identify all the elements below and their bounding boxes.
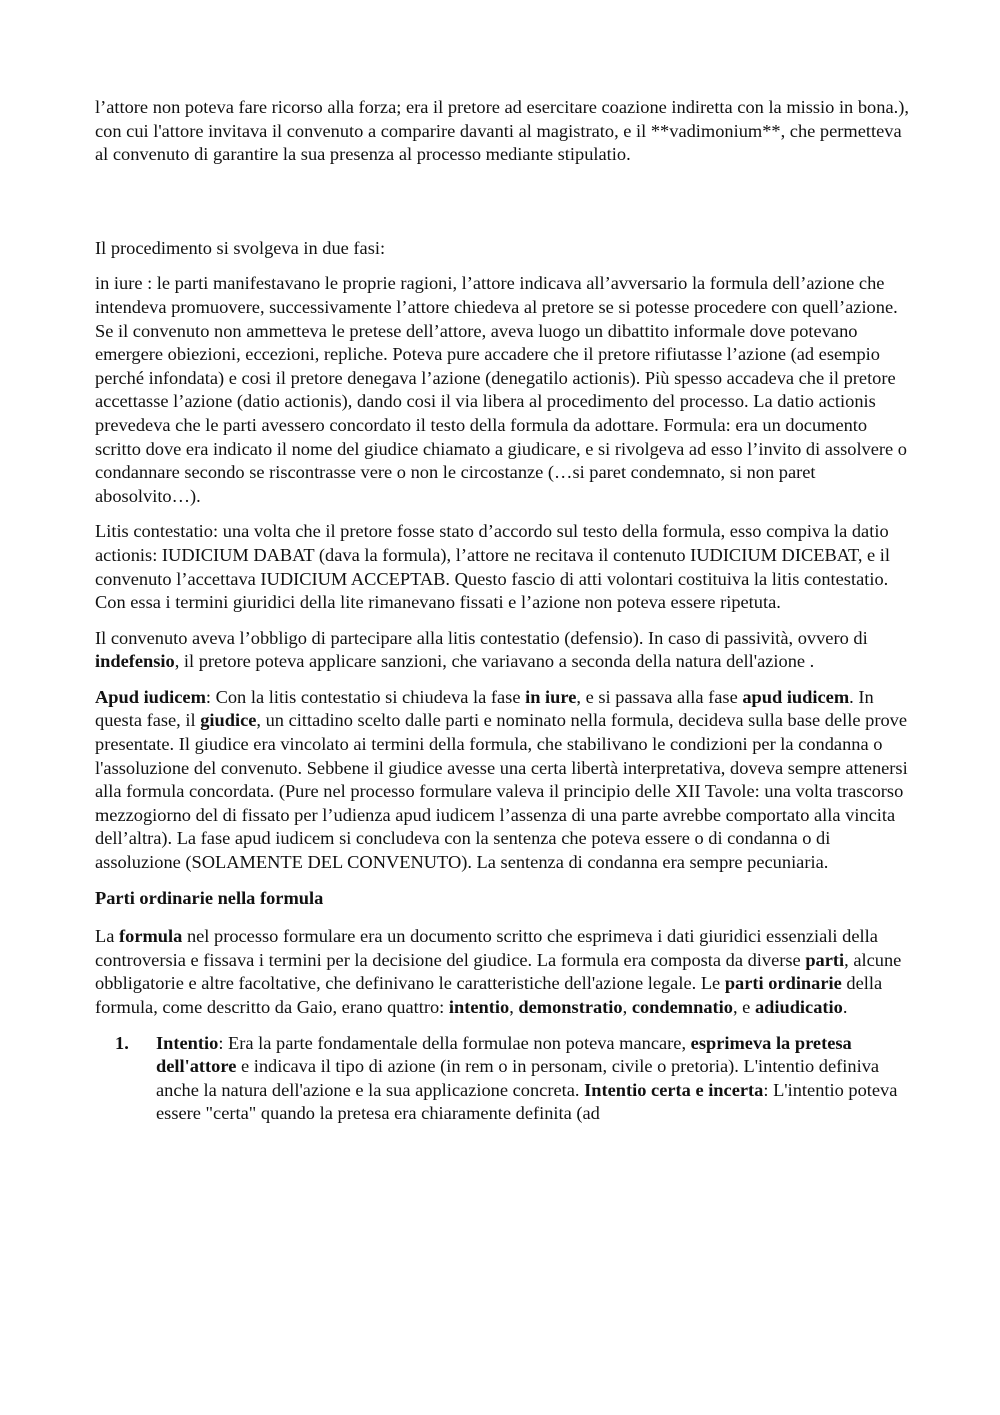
bold-term-apud-iudicem: Apud iudicem <box>95 686 206 707</box>
section-heading: Parti ordinarie nella formula <box>95 887 324 908</box>
bold-term-pretesa: esprimeva la pretesa dell'attore <box>156 1032 852 1077</box>
paragraph-litis-contestatio: Litis contestatio: una volta che il pretore fosse stato d’accordo sul testo della formula, esso compiva la datio actionis: IUDICIUM DABAT (dava la formula), l’attore ne recitava il contenuto IUDICIUM DICEBAT, e il convenuto l’accettava IUDICIUM ACCEPTAB. Questo fascio di atti volontari costituiva la litis contestatio. Con essa i termini giuridici della lite rimanevano fissati e l’azione non poteva essere ripetuta. <box>95 521 891 613</box>
text-run: , un cittadino scelto dalle parti e nominato nella formula, decideva sulla base delle prove presentate. Il giudice era vincolato ai termini della formula, che stabilivano le condizioni per la condanna o l'assoluzione del convenuto. Sebbene il giudice avesse una certa libertà interpretativa, doveva sempre attenersi alla formula concordata. (Pure nel processo formulare valeva il principio delle XII Tavole: una volta trascorso mezzogiorno del di fissato per l’udienza apud iudicem l’assenza di una parte avrebbe comportato alla vincita dell’altra). La fase apud iudicem si concludeva con la sentenza che poteva essere o di condanna o di assoluzione (SOLAMENTE DEL CONVENUTO). La sentenza di condanna era sempre pecuniaria. <box>95 710 908 873</box>
text-run: , <box>509 997 519 1017</box>
bold-term-intentio: intentio <box>448 997 510 1017</box>
bold-term-demonstratio: demonstratio <box>518 997 623 1017</box>
paragraph-apud-iudicem <box>95 686 910 875</box>
text-run: La <box>95 926 119 947</box>
text-run: della formula, come descritto da Gaio, erano quattro: <box>95 973 883 1017</box>
bold-term-apud-iudicem-2: apud iudicem <box>742 686 850 707</box>
bold-term-condemnatio: condemnatio <box>631 997 733 1017</box>
text-run: : L'intentio poteva essere "certa" quando la pretesa era chiaramente definita (ad <box>156 1079 898 1124</box>
text-run: e indicava il tipo di azione (in rem o in personam, civile o pretoria). L'intentio definiva anche la natura dell'azione e la sua applicazione concreta. <box>156 1056 880 1100</box>
paragraph-formula <box>95 925 910 1019</box>
text-run: nel processo formulare era un documento scritto che esprimeva i dati giuridici essenziali della controversia e fissava i termini per la decisione del giudice. La formula era composta da diverse <box>95 926 878 970</box>
text-run: . <box>842 997 848 1017</box>
bold-term-intentio-certa: Intentio certa e incerta <box>584 1079 764 1100</box>
paragraph-fasi: Il procedimento si svolgeva in due fasi: <box>95 237 386 258</box>
bold-term-parti: parti <box>805 949 845 970</box>
paragraph-defensio <box>95 627 910 674</box>
bold-term-formula: formula <box>119 926 183 947</box>
text-run: , <box>622 997 632 1017</box>
text-run: Il convenuto aveva l’obbligo di partecipare alla litis contestatio (defensio). In caso di passività, ovvero di <box>95 627 868 648</box>
bold-term-intentio-item: Intentio <box>156 1032 219 1053</box>
text-run: : Con la litis contestatio si chiudeva la fase <box>205 686 526 707</box>
list-item-text <box>156 1032 910 1126</box>
bold-term-parti-ordinarie: parti ordinarie <box>724 973 842 994</box>
bold-term-giudice: giudice <box>200 710 257 731</box>
text-run: , il pretore poteva applicare sanzioni, che variavano a seconda della natura dell'azione . <box>174 651 815 672</box>
paragraph-intro: l’attore non poteva fare ricorso alla forza; era il pretore ad esercitare coazione indiretta con la missio in bona.), con cui l'attore invitava il convenuto a comparire davanti al magistrato, e il **vadimonium**, che permetteva al convenuto di garantire la sua presenza al processo mediante stipulatio. <box>95 97 909 165</box>
numbered-list <box>95 1032 910 1126</box>
document-page <box>95 96 910 1126</box>
bold-term-adiudicatio: adiudicatio <box>754 997 843 1017</box>
text-run: , alcune obbligatorie e altre facoltative, che definivano le caratteristiche dell'azione legale. Le <box>95 949 902 994</box>
text-run: , e si passava alla fase <box>576 686 743 707</box>
paragraph-in-iure: in iure : le parti manifestavano le proprie ragioni, l’attore indicava all’avversario la formula dell’azione che intendeva promuovere, successivamente l’attore chiedeva al pretore se si potesse procedere con quell’azione. Se il convenuto non ammetteva le pretese dell’attore, aveva luogo un dibattito informale dove potevano emergere obiezioni, eccezioni, repliche. Poteva pure accadere che il pretore rifiutasse l’azione (ad esempio perché infondata) e cosi il pretore denegava l’azione (denegatilo actionis). Più spesso accadeva che il pretore accettasse l’azione (datio actionis), dando cosi il via libera al procedimento del processo. La datio actionis prevedeva che le parti avessero concordato il testo della formula da adottare. Formula: era un documento scritto dove era indicato il nome del giudice chiamato a giudicare, e si rivolgeva ad esso l’invito di assolvere o condannare secondo se riscontrasse vere o non le circostanze (…si paret condemnato, si non paret abosolvito…). <box>95 273 907 506</box>
bold-term-in-iure: in iure <box>525 686 577 707</box>
list-number: 1. <box>115 1032 129 1053</box>
bold-term-indefensio: indefensio <box>95 651 175 672</box>
text-run: , e <box>732 997 755 1017</box>
list-item <box>95 1032 910 1126</box>
text-run: . In questa fase, il <box>95 686 874 731</box>
text-run: : Era la parte fondamentale della formulae non poteva mancare, <box>218 1032 691 1053</box>
